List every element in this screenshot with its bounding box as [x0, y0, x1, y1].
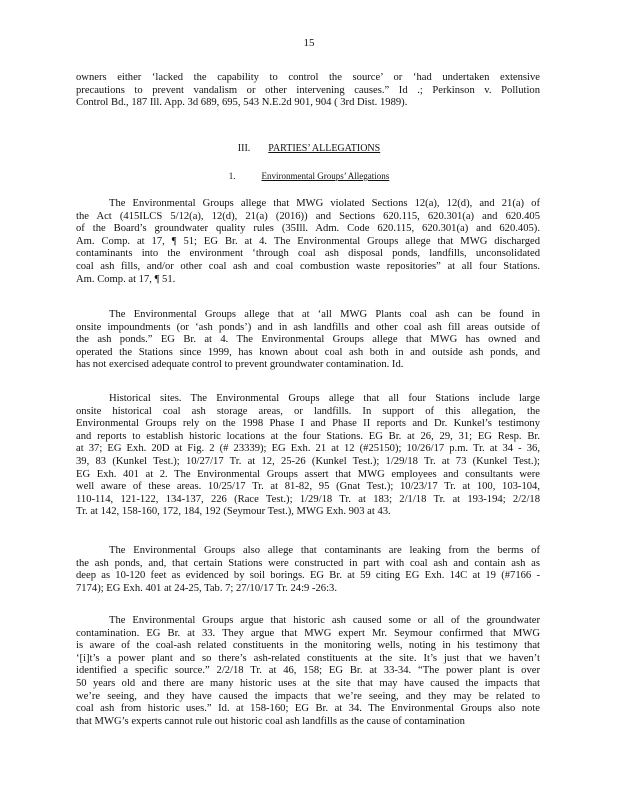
subsection-number: 1. [228, 171, 236, 181]
paragraph-5 [76, 615, 540, 728]
text-line: that MWG’s experts cannot rule out historic coal ash landfills as the cause of contamination [76, 715, 465, 727]
text-line: precautions to prevent vandalism or other intervening causes.” Id .; Perkinson v. Pollution [76, 84, 540, 96]
text-line: deep as 10-120 feet as evidenced by soil borings. EG Br. at 59 citing EG Exh. 14C at 19 (#7166 - [76, 570, 540, 582]
text-line: operated the Stations since 1999, has known about coal ash both in and outside ash ponds, and [76, 346, 540, 358]
paragraph-3 [76, 393, 540, 519]
text-line: EG Exh. 401 at 2. The Environmental Groups assert that MWG employees and consultants were [76, 468, 540, 480]
text-line: of the Board’s groundwater quality rules (35Ill. Adm. Code 620.115, 620.301(a) and 620.405). [76, 223, 540, 235]
text-line: Am. Comp. at 17, ¶ 51; EG Br. at 4. The Environmental Groups allege that MWG discharged [76, 235, 540, 247]
section-title: PARTIES’ ALLEGATIONS [268, 143, 381, 154]
text-line: 110-114, 121-122, 134-137, 226 (Race Test.); 1/29/18 Tr. at 183; 2/1/18 Tr. at 193-194; 2/2/18 [76, 493, 540, 505]
text-line: onsite impoundments (or ‘ash ponds’) and in ash landfills and other coal ash fill areas outside of [76, 321, 540, 333]
text-line: the ash ponds.” EG Br. at 4. The Environmental Groups allege that MWG has owned and [76, 334, 540, 346]
text-line: 50 years old and there are many historic uses at the site that may have caused the impacts that [76, 677, 540, 689]
text-line: owners either ‘lacked the capability to control the source’ or ‘had undertaken extensive [76, 72, 540, 83]
text-line: Control Bd., 187 Ill. App. 3d 689, 695, 543 N.E.2d 901, 904 ( 3rd Dist. 1989). [76, 97, 408, 109]
text-line: onsite historical coal ash storage areas, or landfills. In support of this allegation, the [76, 405, 540, 417]
text-line: The Environmental Groups also allege that contaminants are leaking from the berms of [109, 545, 540, 556]
paragraph-2 [76, 309, 540, 372]
paragraph-4 [76, 545, 540, 595]
text-line: Am. Comp. at 17, ¶ 51. [76, 273, 176, 285]
text-line: ‘[i]t’s a power plant and so there’s ash-related constituents at the site. It’s just that we haven’t [76, 652, 540, 664]
text-line: is aware of the coal-ash related constituents in the monitoring wells, noting in his testimony that [76, 640, 540, 652]
text-line: 7174); EG Exh. 401 at 24-25, Tab. 7; 27/10/17 Tr. 24:9 -26:3. [76, 582, 337, 594]
paragraph-1 [76, 198, 540, 286]
text-line: identified a specific source.” 2/2/18 Tr. at 46, 158; EG Br. at 33-34. “The power plant is over [76, 665, 540, 677]
text-line: The Environmental Groups argue that historic ash caused some or all of the groundwater [109, 615, 540, 626]
carry-over-paragraph [76, 72, 540, 110]
text-line: coal ash from historic uses.” Id. at 158-160; EG Br. at 34. The Environmental Groups also note [76, 703, 540, 715]
text-line: has not exercised adequate control to prevent groundwater contamination. Id. [76, 359, 404, 371]
text-line: Environmental Groups rely on the 1998 Phase I and Phase II reports and Dr. Kunkel’s testimony [76, 418, 540, 430]
text-line: coal ash fills, and/or other coal ash and coal combustion waste repositories” at all four Stations. [76, 260, 540, 272]
text-line: contaminants into the environment ‘through coal ash disposal ponds, landfills, unconsolidated [76, 248, 540, 260]
text-line: at 37; EG Exh. 20D at Fig. 2 (# 23339); EG Exh. 21 at 12 (#25150); 10/26/17 p.m. Tr. at 34 - 36, [76, 443, 540, 455]
text-line: the ash ponds, and, that certain Stations were constructed in part with coal ash and contain ash as [76, 557, 540, 569]
text-line: well aware of these areas. 10/25/17 Tr. at 81-82, 95 (Gnat Test.); 10/23/17 Tr. at 100, 103-104, [76, 481, 540, 493]
subsection-heading [0, 170, 618, 183]
text-line: The Environmental Groups allege that MWG violated Sections 12(a), 12(d), and 21(a) of [109, 198, 540, 209]
text-line: and reports to establish historic locations at the four Stations. EG Br. at 26, 29, 31; EG Resp. Br. [76, 430, 540, 442]
text-line: Tr. at 142, 158-160, 172, 184, 192 (Seymour Test.), MWG Exh. 903 at 43. [76, 506, 391, 518]
text-line: contamination. EG Br. at 33. They argue that MWG expert Mr. Seymour confirmed that MWG [76, 627, 540, 639]
text-line: we’re seeing, and they have caused the impacts that we’re seeing, and they may be related to [76, 690, 540, 702]
text-line: The Environmental Groups allege that at ‘all MWG Plants coal ash can be found in [109, 309, 540, 320]
subsection-title: Environmental Groups’ Allegations [261, 171, 390, 181]
section-number: III. [237, 143, 251, 154]
text-line: Historical sites. The Environmental Groups allege that all four Stations include large [109, 393, 540, 404]
section-heading [0, 143, 618, 156]
text-line: the Act (415ILCS 5/12(a), 12(d), 21(a) (2016)) and Sections 620.115, 620.301(a) and 620.405 [76, 210, 540, 222]
page-number: 15 [303, 37, 315, 49]
text-line: 39, 83 (Kunkel Test.); 10/27/17 Tr. at 12, 25-26 (Kunkel Test.); 1/29/18 Tr. at 73 (Kunkel Test.); [76, 455, 540, 467]
